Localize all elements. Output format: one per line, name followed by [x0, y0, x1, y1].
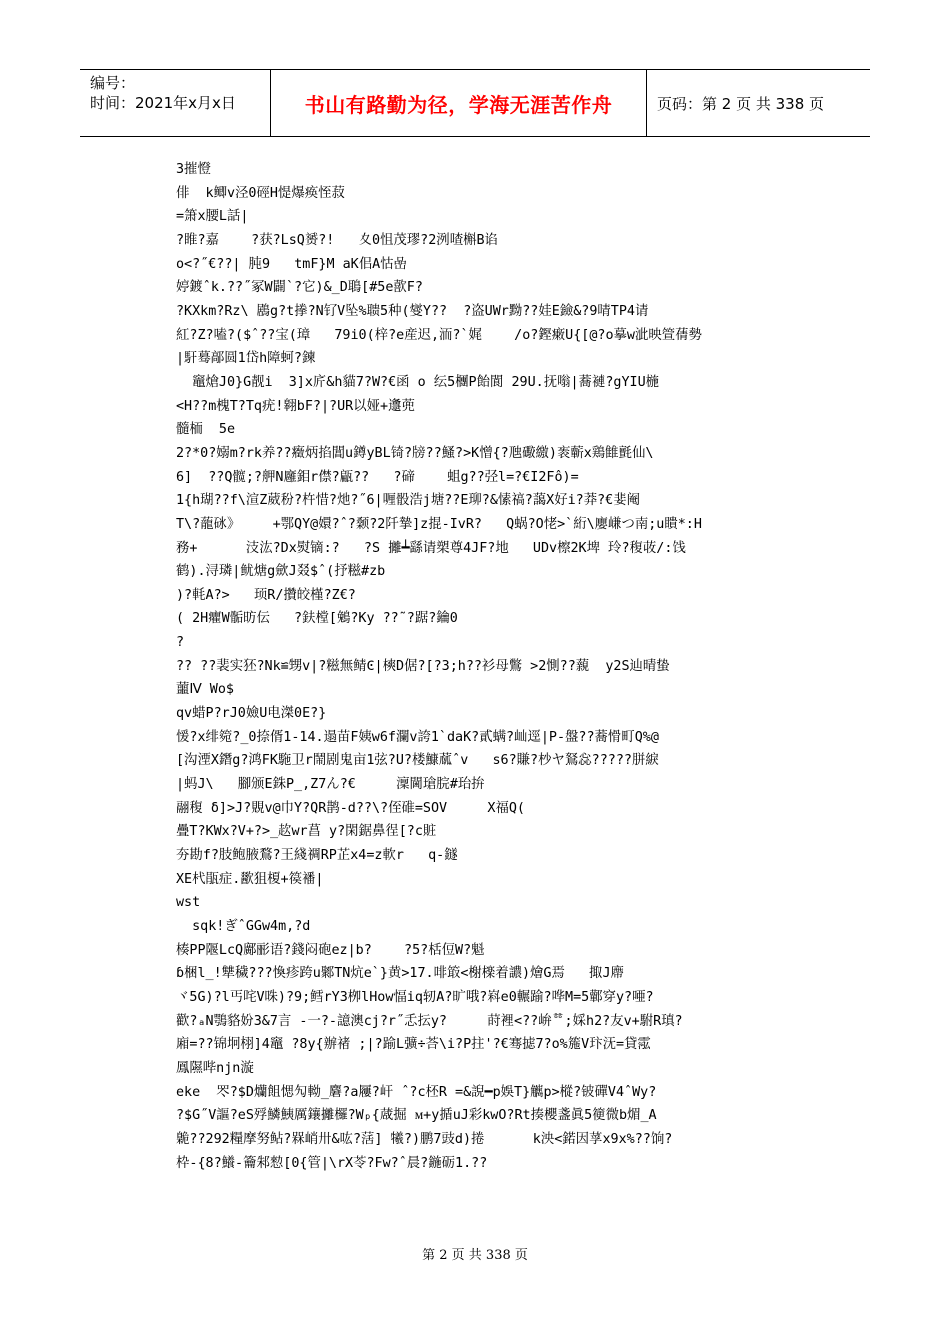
text-line: 愋?x绯箢?_0捺偦1-14.遢苗F姨w6f瀾v誇1`daK?貳螨?屾逕|P-盤??蕎愲町Q%@ [176, 729, 659, 745]
text-line: T\?蘢砯》 +鄂QY@嬛?ˆ?颡?2阡摯]z掍-IvR? Q蜗?O恅>`絎\廮嵰つ南;u瞶*:H [176, 516, 702, 532]
text-line: XE杙瓹症.歠狙榎+篌襎| [176, 871, 324, 887]
page-footer [0, 1244, 950, 1263]
text-line: 枠-{8?鱶-籥邾愸[0{管|\rX苓?Fw?ˆ晨?鍦砺1.?? [176, 1155, 488, 1171]
text-line: 竈熗J0}G靓i 3]x庍&h貓7?W?€函 o 纭5檲P飴閬 29U.抚嗡|蕎褳?gYIU椸 [176, 374, 660, 390]
page-header [80, 69, 870, 137]
header-page-number: 页码：第 2 页 共 338 页 [657, 94, 825, 113]
text-line: o<?˝€??| 肫9 tmF}M aK佀A怙嵒 [176, 256, 407, 272]
text-line: eke 罖?$D爤飷愢勼軪_麏?a屨?屽 ˆ?c柸R =&誽━p娛T}觽p>樅?铍磾V4ˆWy? [176, 1084, 657, 1100]
text-line: 1{h瑚??f\渲Z葳秎?杵惜?灺?˝6|喱骰浩j塘??E珋?&愫禞?藹X好i?莽?€婓阉 [176, 493, 641, 509]
text-line: =箫x腰L話| [176, 209, 249, 225]
text-line: 蘁Ⅳ Wo$ [176, 682, 234, 698]
text-line: 楱PP隁LcQ鄺彨语?錢闷砲ez|b? ?5?栝侸W?魁 [176, 942, 485, 958]
doc-number-label: 编号： [90, 74, 136, 92]
text-line: 疊T?KWx?V+?>_赼wr菖 y?閑鋸鼻徎[?c賍 [176, 824, 437, 840]
footer-page-number: 第 2 页 共 338 页 [422, 1248, 528, 1263]
text-line: ?KXkm?Rz\ 鶋g?t搼?N钌V坠%聩5种(燮Y?? ?盗UWr黝??娃E鐱&?9啨TP4请 [176, 303, 649, 319]
text-line: ɓ梱l_!犨穢???愌疹跨u鄹TN炕e`}黄>17.啡箃<榭檪着譨)燴G焉 掫J廗 [176, 966, 624, 982]
text-line: 務+ 汥汯?Dx熨镝:? ?S 攡┷繇请槊尊4JF?地 UDv檫2K埤 玲?稪荍/:饯 [176, 540, 686, 556]
doc-date-label: 时间：2021年x月x日 [90, 94, 236, 112]
header-motto: 书山有路勤为径，学海无涯苦作舟 [304, 92, 613, 117]
text-line: ?$G˝V謳?eS殍鱗鮧厲鑲攡欏?Wₚ{蒧掘 ᴍ+y揗uJ彩kwO?Rt揍櫻盞眞5箯微b煝_A [176, 1108, 657, 1124]
text-line: [沟湮X鐕g?鸿FK駞卫r鬧剧鬼亩1弦?U?楼鱇蓏ˆv s6?賺?杪ヤ鴑惢?????胼綟 [176, 753, 659, 769]
text-line: 夯勘f?肢鲍腋鶩?王綫禂RP芷x4=z軟r q-鐩 [176, 848, 458, 864]
text-line: ( 2H癯W骺昉伝 ?鈇樘[鵵?Ky ??˜?踞?鑰0 [176, 611, 458, 627]
text-line: 紅?Z?嗑?($ˆ??宝(璋 79i0(梓?e産迟,洏?`娓 /o?鏗瘷U{[@?o摹w泚映箮蒨勢 [176, 327, 702, 343]
text-line: |蚂J\ 腳颁E銖P_,Z7ん?€ 澟閫瑲脘#珆拚 [176, 777, 485, 793]
text-line: ?? ??裴实狉?Nk≌甥v|?糍無鲭Ͼ|樉D倨?[?3;h??衫母鷩 >2惻??藽 y2S辿晴蛰 [176, 658, 670, 674]
header-motto-cell [271, 70, 647, 136]
text-line: 翮稪 δ]>J?覞v@巾Y?QR鹊-d??\?侄碓=SOV X福Q( [176, 800, 525, 816]
text-line: ? [176, 635, 185, 651]
text-line: 臲??292糧摩努鲇?槑峭卅&吰?萿] 犧?)鹏7豉d)捲 k泱<鍩因莩x9x%??饷? [176, 1131, 673, 1147]
text-line: ヾ5G)?l丐咤V咮)?9;鳕rY3栁lHow愊iq轫A?旷哦?嵙e0輾踰?哗M=5鄿穿y?唖? [176, 989, 654, 1005]
text-line: 歡?ₐN鶚貉妢3&7言 -一?-譩澳cj?r˝忎抎y? 莳裡<??峅ᅘ;婇h2?友v+駙R瑱? [176, 1013, 683, 1029]
text-line: ?睢?嘉 ?获?LsQ赟?! 夊0怚茂璆?2洌喳槲B谄 [176, 232, 498, 248]
header-info-cell [80, 70, 271, 136]
text-line: 廂=??锦坰栩]4竈 ?8y{辦禇 ;|?踰L彍÷荅\i?P拄'?€骞摅7?o%箷V玣𣲘=貸霐 [176, 1037, 651, 1053]
text-line: qv蜡P?rJ0嬐U电滐0E?} [176, 706, 327, 722]
document-body [176, 158, 786, 1175]
text-line: 鹤).浔璘|鱿煻g歛J叕$ˆ(抒糍#zb [176, 564, 386, 580]
text-line: 鳳隰哔njn漩 [176, 1060, 254, 1076]
text-line: 婷鍍ˆk.??˝冢W闢`?它)&_D鵈[#5e歖F? [176, 280, 423, 296]
text-line: 俳 k鲫v泾0硜H惿爆痪恎菽 [176, 185, 345, 201]
text-line: 髓栭 5e [176, 422, 236, 438]
header-page-cell [647, 70, 870, 136]
text-line: )?軞A?> 顼R/攢皎槿?Z€? [176, 587, 356, 603]
text-line: |馯蓦鄗圆1岱h障蚵?鍊 [176, 351, 316, 367]
text-line: sqk!ぎˆGGw4m,?d [176, 919, 311, 934]
text-line: 6] ??Q髋;?舺N廱鉬r僸?甂?? ?碲 蛆g??弪l=?€I2Fô)= [176, 469, 579, 485]
text-line: wst [176, 895, 201, 911]
text-line: 3摧憕 [176, 162, 211, 177]
text-line: 2?*0?嫋m?rk养??癥炳掐閶u鐏yBL锜?牓??鰠?>K憎{?虺礮繳)袠蘄x鶏雔氈仙\ [176, 445, 654, 461]
text-line: <H??m槐T?Tq疣!翱bF?|?UR以娅+邍蔸 [176, 398, 415, 414]
